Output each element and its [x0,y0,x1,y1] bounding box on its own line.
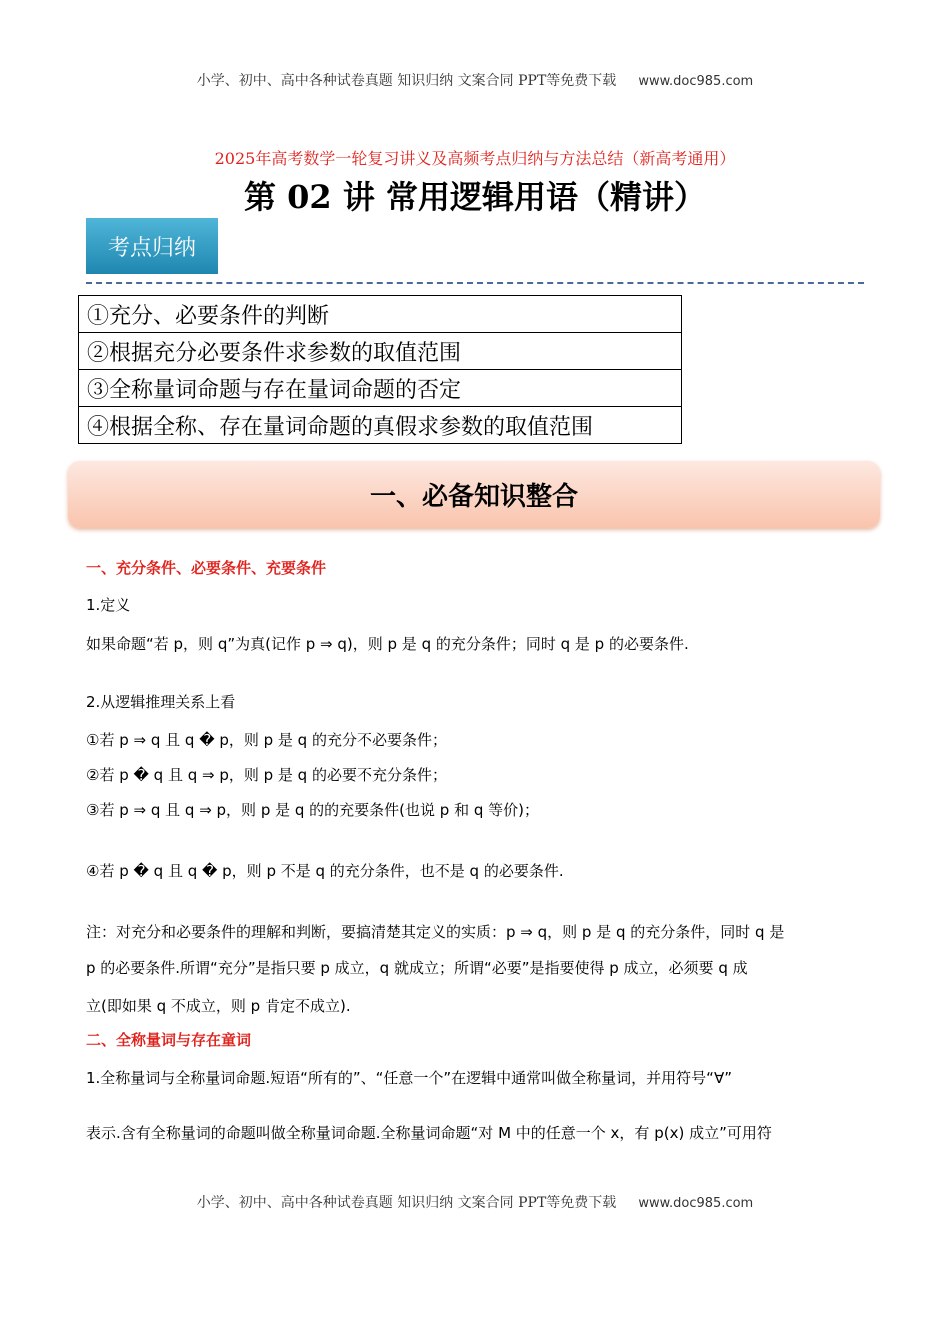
divider [86,282,864,284]
paragraph: 表示.含有全称量词的命题叫做全称量词命题.全称量词命题“对 M 中的任意一个 x，有 p(x) 成立”可用符 [86,1124,772,1142]
paragraph: 2.从逻辑推理关系上看 [86,693,236,711]
section-heading: 一、充分条件、必要条件、充要条件 [86,559,327,577]
paragraph: ①若 p ⇒ q 且 q � p，则 p 是 q 的充分不必要条件； [86,731,447,749]
toc-item: ①充分、必要条件的判断 [79,296,682,333]
toc-item: ②根据充分必要条件求参数的取值范围 [79,333,682,370]
toc-item: ③全称量词命题与存在量词命题的否定 [79,370,682,407]
paragraph: 注：对充分和必要条件的理解和判断，要搞清楚其定义的实质：p ⇒ q，则 p 是 q 的充分条件，同时 q 是 [86,923,785,941]
paragraph: ②若 p � q 且 q ⇒ p，则 p 是 q 的必要不充分条件； [86,766,447,784]
paragraph: ④若 p � q 且 q � p，则 p 不是 q 的充分条件，也不是 q 的必要条件. [86,862,564,880]
footer-text: 小学、初中、高中各种试卷真题 知识归纳 文案合同 PPT等免费下载 [196,1195,617,1211]
section-heading: 二、全称量词与存在童词 [86,1031,252,1049]
page-footer [0,1192,950,1212]
page-header [0,70,950,90]
paragraph: 1.定义 [86,596,131,614]
section-badge: 考点归纳 [86,218,218,274]
header-site: www.doc985.com [638,74,754,89]
footer-site: www.doc985.com [638,1196,754,1211]
header-text: 小学、初中、高中各种试卷真题 知识归纳 文案合同 PPT等免费下载 [196,73,617,89]
toc-item: ④根据全称、存在量词命题的真假求参数的取值范围 [79,407,682,444]
page-title: 第 02 讲 常用逻辑用语（精讲） [244,178,706,216]
paragraph: 立(即如果 q 不成立，则 p 肯定不成立). [86,997,351,1015]
paragraph: p 的必要条件.所谓“充分”是指只要 p 成立，q 就成立；所谓“必要”是指要使得 p 成立，必须要 q 成 [86,959,748,977]
subtitle: 2025年高考数学一轮复习讲义及高频考点归纳与方法总结（新高考通用） [214,149,736,168]
paragraph: 1.全称量词与全称量词命题.短语“所有的”、“任意一个”在逻辑中通常叫做全称量词，并用符号“∀” [86,1069,732,1087]
paragraph: 如果命题“若 p，则 q”为真(记作 p ⇒ q)，则 p 是 q 的充分条件；同时 q 是 p 的必要条件. [86,635,689,653]
section-banner: 一、必备知识整合 [68,461,880,528]
paragraph: ③若 p ⇒ q 且 q ⇒ p，则 p 是 q 的的充要条件(也说 p 和 q 等价)； [86,801,539,819]
toc-table [78,295,682,444]
